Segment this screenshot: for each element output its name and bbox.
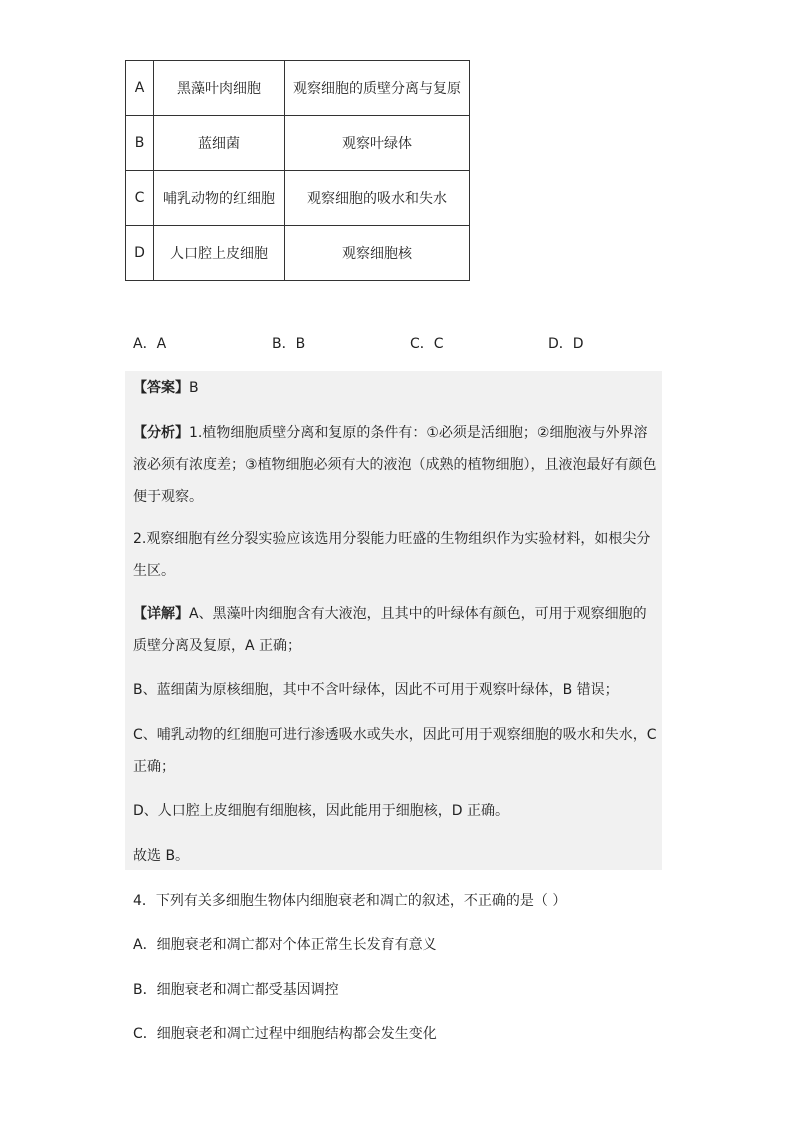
row-letter: B xyxy=(126,116,154,171)
solution-box xyxy=(125,371,662,870)
table-row xyxy=(126,61,470,116)
option-d: D．D xyxy=(548,336,584,352)
option-c: C．C xyxy=(410,336,444,352)
row-material: 蓝细菌 xyxy=(154,116,285,171)
row-letter: C xyxy=(126,171,154,226)
answer-line xyxy=(133,372,657,404)
detail-paragraph-c: C、哺乳动物的红细胞可进行渗透吸水或失水，因此可用于观察细胞的吸水和失水，C 正确； xyxy=(133,727,657,775)
option-b: B．B xyxy=(272,336,306,352)
row-purpose: 观察叶绿体 xyxy=(285,116,470,171)
analysis-text-1: 1.植物细胞质壁分离和复原的条件有：①必须是活细胞；②细胞液与外界溶液必须有浓度差；③植物细胞必须有大的液泡（成熟的植物细胞），且液泡最好有颜色便于观察。 xyxy=(133,425,657,505)
answer-value: B xyxy=(189,380,199,396)
detail-paragraph-d: D、人口腔上皮细胞有细胞核，因此能用于细胞核，D 正确。 xyxy=(133,803,510,819)
row-material: 人口腔上皮细胞 xyxy=(154,226,285,281)
conclusion: 故选 B。 xyxy=(133,848,190,864)
experiment-table xyxy=(125,60,470,281)
row-letter: A xyxy=(126,61,154,116)
table-row xyxy=(126,116,470,171)
analysis-paragraph-2: 2.观察细胞有丝分裂实验应该选用分裂能力旺盛的生物组织作为实验材料，如根尖分生区。 xyxy=(133,531,651,579)
row-letter: D xyxy=(126,226,154,281)
detail-text-a: A、黑藻叶肉细胞含有大液泡，且其中的叶绿体有颜色，可用于观察细胞的质壁分离及复原，A 正确； xyxy=(133,606,647,654)
table-row xyxy=(126,226,470,281)
row-material: 哺乳动物的红细胞 xyxy=(154,171,285,226)
analysis-paragraph-1 xyxy=(133,417,657,513)
question-4-option-a: A．细胞衰老和凋亡都对个体正常生长发育有意义 xyxy=(133,937,437,953)
analysis-tag: 【分析】 xyxy=(133,425,189,441)
question-4-option-b: B．细胞衰老和凋亡都受基因调控 xyxy=(133,982,339,998)
detail-paragraph-a xyxy=(133,598,657,662)
answer-options xyxy=(133,333,693,355)
question-4-stem: 4．下列有关多细胞生物体内细胞衰老和凋亡的叙述，不正确的是（ ） xyxy=(133,893,567,909)
row-material: 黑藻叶肉细胞 xyxy=(154,61,285,116)
row-purpose: 观察细胞核 xyxy=(285,226,470,281)
table-row xyxy=(126,171,470,226)
row-purpose: 观察细胞的吸水和失水 xyxy=(285,171,470,226)
detail-tag: 【详解】 xyxy=(133,606,189,622)
answer-tag: 【答案】 xyxy=(133,380,189,396)
question-4-option-c: C．细胞衰老和凋亡过程中细胞结构都会发生变化 xyxy=(133,1026,437,1042)
row-purpose: 观察细胞的质壁分离与复原 xyxy=(285,61,470,116)
detail-paragraph-b: B、蓝细菌为原核细胞，其中不含叶绿体，因此不可用于观察叶绿体，B 错误； xyxy=(133,682,619,698)
option-a: A．A xyxy=(133,336,167,352)
